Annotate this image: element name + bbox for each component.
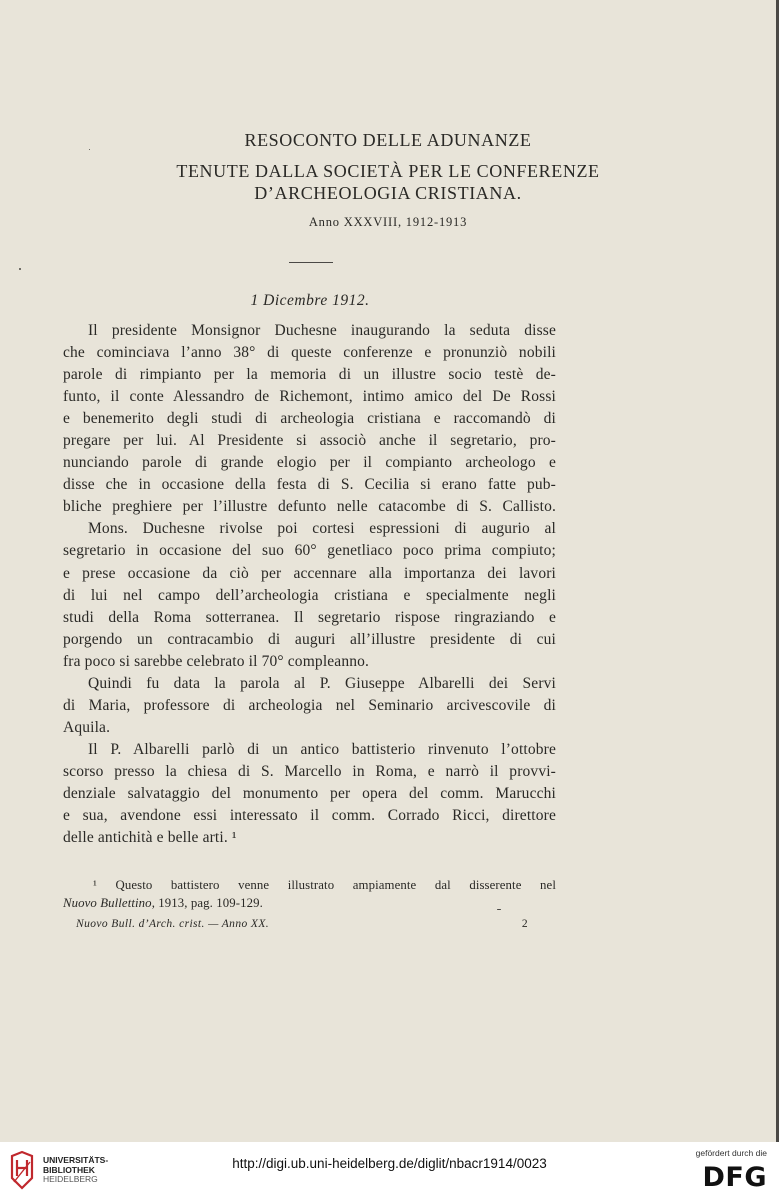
library-name-line: UNIVERSITÄTS- (43, 1155, 109, 1165)
body-line: di Maria, professore di archeologia nel Seminario arcivescovile di (63, 696, 556, 714)
scan-speck (497, 909, 501, 910)
body-line: porgendo un contracambio di auguri all’illustre presidente di cui (63, 630, 556, 648)
body-line: bliche preghiere per l’illustre defunto nelle catacombe di S. Callisto. (63, 498, 556, 516)
body-line: funto, il conte Alessandro de Richemont, intimo amico del De Rossi (63, 388, 556, 406)
footnote (63, 876, 556, 912)
body-line: Aquila. (63, 718, 111, 736)
body-line: Mons. Duchesne rivolse poi cortesi espressioni di augurio al (88, 520, 556, 538)
body-line: e prese occasione da ciò per accennare alla importanza dei lavori (63, 564, 556, 582)
session-date: 1 Dicembre 1912. (250, 292, 370, 309)
body-line: Il P. Albarelli parlò di un antico battisterio rinvenuto l’ottobre (88, 740, 556, 758)
title-line-2: TENUTE DALLA SOCIETÀ PER LE CONFERENZE (176, 161, 600, 181)
title-line-3: D’ARCHEOLOGIA CRISTIANA. (254, 183, 522, 203)
body-line: di lui nel campo dell’archeologia cristiana e specialmente negli (63, 586, 556, 604)
divider-rule (289, 262, 333, 263)
signature-number: 2 (521, 918, 528, 930)
journal-reference: Nuovo Bull. d’Arch. crist. — Anno XX. (76, 918, 270, 930)
body-line: denziale salvataggio del monumento per opera del comm. Marucchi (63, 784, 556, 802)
body-line: nunciando parole di grande elogio per il compianto archeologo e (63, 454, 556, 472)
sponsor-caption: gefördert durch die (695, 1148, 767, 1158)
permalink-url[interactable]: http://digi.ub.uni-heidelberg.de/diglit/nbacr1914/0023 (232, 1156, 547, 1171)
running-footer (63, 918, 528, 936)
scan-speck (19, 268, 21, 270)
scan-speck (89, 149, 90, 150)
dfg-logo[interactable]: DFG (702, 1162, 767, 1193)
body-line: disse che in occasione della festa di S. Cecilia si erano fatte pub- (63, 476, 556, 494)
library-name-line: BIBLIOTHEK (43, 1164, 95, 1175)
footnote-line: ¹ Questo battistero venne illustrato ampiamente dal disserente nel (93, 878, 556, 892)
body-text (63, 320, 556, 849)
body-line: segretario in occasione del suo 60° genetliaco poco prima compiuto; (63, 542, 556, 560)
body-line: delle antichità e belle arti. ¹ (63, 829, 237, 847)
body-line: studi della Roma sotterranea. Il segretario rispose ringraziando e (63, 608, 556, 626)
body-line: Quindi fu data la parola al P. Giuseppe Albarelli dei Servi (88, 674, 556, 692)
library-name-line: HEIDELBERG (43, 1174, 98, 1184)
body-line: scorso presso la chiesa di S. Marcello in Roma, e narrò il provvi- (63, 762, 556, 780)
footnote-citation: Nuovo Bullettino, 1913, pag. 109-129. (63, 896, 263, 910)
footnote-journal-title: Nuovo Bullettino (63, 896, 152, 910)
body-line: parole di rimpianto per la memoria di un illustre socio testè de- (63, 366, 556, 384)
body-line: pregare per lui. Al Presidente si associò anche il segretario, pro- (63, 432, 556, 450)
title-line-1: RESOCONTO DELLE ADUNANZE (244, 130, 532, 150)
body-line: e sua, avendone essi interessato il comm. Corrado Ricci, direttore (63, 807, 556, 825)
subtitle: Anno XXXVIII, 1912-1913 (308, 215, 468, 229)
footnote-line (63, 894, 556, 912)
body-line: che cominciava l’anno 38° di queste conferenze e pronunziò nobili (63, 344, 556, 362)
body-line: e benemerito degli studi di archeologia cristiana e raccomandò di (63, 410, 556, 428)
body-line: Il presidente Monsignor Duchesne inaugurando la seduta disse (88, 322, 556, 339)
body-line: fra poco si sarebbe celebrato il 70° compleanno. (63, 652, 370, 670)
viewer-footer (0, 1142, 779, 1198)
